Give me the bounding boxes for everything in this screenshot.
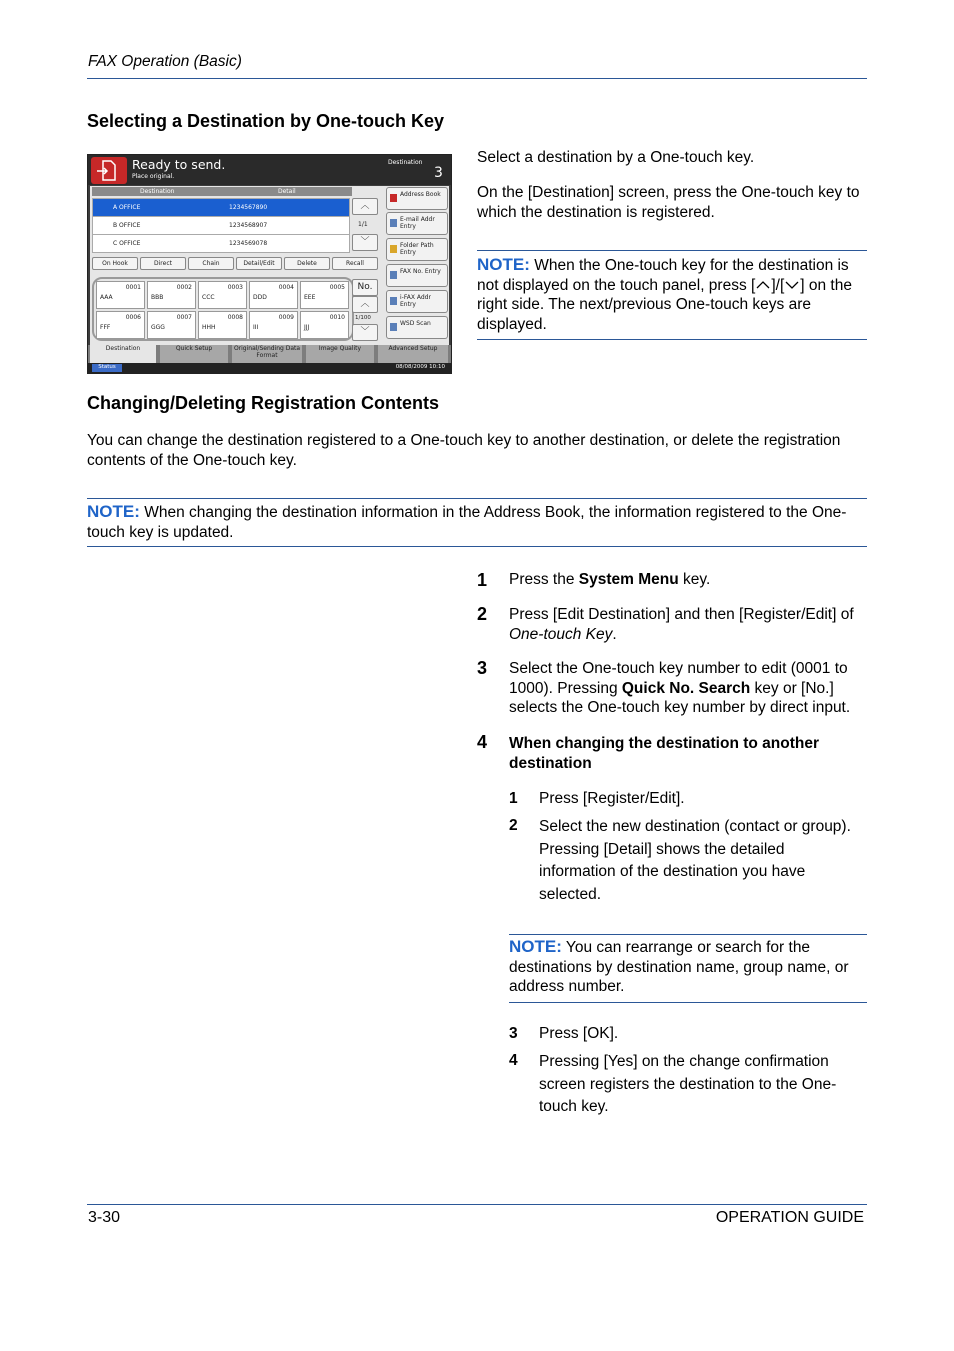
- guide-title: OPERATION GUIDE: [715, 1209, 864, 1226]
- tab-advanced-setup[interactable]: Advanced Setup: [378, 345, 448, 363]
- panel-tabs: [88, 345, 451, 363]
- chain-button[interactable]: Chain: [188, 257, 234, 270]
- panel-table-header: [92, 187, 352, 196]
- panel-destination-label: Destination: [388, 159, 423, 166]
- wsd-icon: [390, 323, 397, 331]
- footer-rule: [87, 1204, 867, 1205]
- running-header: FAX Operation (Basic): [88, 53, 242, 70]
- substep-number: 3: [509, 1025, 518, 1042]
- direct-button[interactable]: Direct: [140, 257, 186, 270]
- note-rule-bottom: [87, 546, 867, 547]
- list-up-button[interactable]: ︿: [352, 198, 378, 215]
- note-block: [509, 937, 867, 997]
- one-touch-key-group: [92, 277, 354, 341]
- panel-destination-count: 3: [434, 165, 443, 181]
- note-rule-top: [509, 934, 867, 935]
- substep-text: Press [OK].: [539, 1025, 619, 1042]
- step-text: Press the System Menu key.: [509, 571, 711, 588]
- note-text: When the One-touch key for the destination is not displayed on the touch panel, press [: [477, 257, 849, 294]
- panel-status-sub: Place original.: [132, 173, 175, 180]
- panel-datetime: 08/08/2009 10:10: [395, 364, 445, 370]
- step-number: 4: [477, 732, 488, 752]
- note-rule-bottom: [509, 1002, 867, 1003]
- keys-up-button[interactable]: ︿: [352, 296, 378, 313]
- panel-status-title: Ready to send.: [132, 157, 226, 172]
- list-page: 1/1: [358, 221, 368, 228]
- on-hook-button[interactable]: On Hook: [92, 257, 138, 270]
- wsd-scan-button[interactable]: WSD Scan: [386, 316, 448, 339]
- note-label: NOTE:: [509, 937, 562, 956]
- recall-button[interactable]: Recall: [332, 257, 378, 270]
- destination-paragraph: On the [Destination] screen, press the One-touch key to which the destination is registered.: [477, 184, 860, 221]
- one-touch-key[interactable]: 0006 FFF: [96, 311, 145, 339]
- panel-row[interactable]: [92, 216, 350, 235]
- step-number: 2: [477, 604, 488, 624]
- step-text: Press [Edit Destination] and then [Register/Edit] of One-touch Key.: [509, 606, 854, 643]
- note-block: [87, 502, 867, 542]
- step-number: 3: [477, 658, 488, 678]
- folder-path-button[interactable]: Folder Path Entry: [386, 238, 448, 261]
- panel-body: [90, 186, 449, 346]
- address-book-icon: [390, 194, 397, 202]
- panel-row[interactable]: [92, 198, 350, 217]
- note-block: [477, 255, 867, 334]
- row-name: C OFFICE: [113, 240, 141, 247]
- note-text: You can rearrange or search for the destinations by destination name, group name, or address number.: [509, 939, 849, 995]
- tab-destination[interactable]: Destination: [90, 345, 156, 363]
- substep-number: 2: [509, 817, 518, 834]
- row-detail: 1234568907: [229, 222, 268, 229]
- section-heading: Selecting a Destination by One-touch Key: [87, 111, 445, 131]
- note-label: NOTE:: [477, 255, 530, 274]
- one-touch-key[interactable]: 0005 EEE: [300, 281, 349, 309]
- note-rule-top: [87, 498, 867, 499]
- one-touch-key[interactable]: 0004 DDD: [249, 281, 298, 309]
- up-arrow-icon: [755, 280, 771, 290]
- tab-original-format[interactable]: Original/Sending Data Format: [232, 345, 302, 363]
- row-detail: 1234569078: [229, 240, 268, 247]
- keys-down-button[interactable]: ﹀: [352, 324, 378, 341]
- panel-footer: [88, 363, 451, 373]
- note-rule-top: [477, 250, 867, 251]
- step-text: Select the One-touch key number to edit (0001 to 1000). Pressing Quick No. Search key or [No.] selects the One-touch key number by direct input.: [509, 660, 851, 716]
- row-detail: 1234567890: [229, 204, 268, 211]
- substep-text: Pressing [Yes] on the change confirmation screen registers the destination to the One-touch key.: [539, 1053, 837, 1115]
- intro-text: Select a destination by a One-touch key.: [477, 149, 755, 166]
- note-label: NOTE:: [87, 502, 140, 521]
- row-name: B OFFICE: [113, 222, 141, 229]
- email-entry-button[interactable]: E-mail Addr Entry: [386, 212, 448, 235]
- list-down-button[interactable]: ﹀: [352, 234, 378, 251]
- panel-status-bar: [88, 155, 451, 185]
- address-book-button[interactable]: Address Book: [386, 187, 448, 210]
- one-touch-key[interactable]: 0009 III: [249, 311, 298, 339]
- note-text: ] on the right side. The next/previous One-touch keys are displayed.: [477, 276, 852, 333]
- email-icon: [390, 219, 397, 227]
- document-send-icon: [91, 157, 127, 184]
- note-separator: ]/[: [771, 276, 785, 294]
- no-button[interactable]: No.: [352, 279, 378, 296]
- row-name: A OFFICE: [113, 204, 141, 211]
- note-rule-bottom: [477, 339, 867, 340]
- col-destination: Destination: [140, 188, 175, 195]
- one-touch-key[interactable]: 0001 AAA: [96, 281, 145, 309]
- substep-text: Select the new destination (contact or group). Pressing [Detail] shows the detailed information of the destination you have selected.: [539, 818, 851, 903]
- key-page: 1/100: [355, 315, 371, 321]
- folder-icon: [390, 245, 397, 253]
- tab-quick-setup[interactable]: Quick Setup: [160, 345, 228, 363]
- tab-image-quality[interactable]: Image Quality: [306, 345, 374, 363]
- change-paragraph: You can change the destination registered to a One-touch key to another destination, or delete the registration contents of the One-touch key.: [87, 432, 841, 469]
- step-text: When changing the destination to another destination: [509, 735, 819, 772]
- ifax-icon: [390, 297, 397, 305]
- section-heading: Changing/Deleting Registration Contents: [87, 393, 440, 413]
- one-touch-key[interactable]: 0003 CCC: [198, 281, 247, 309]
- ifax-entry-button[interactable]: i-FAX Addr Entry: [386, 290, 448, 313]
- one-touch-key[interactable]: 0008 HHH: [198, 311, 247, 339]
- one-touch-key[interactable]: 0007 GGG: [147, 311, 196, 339]
- step-number: 1: [477, 570, 488, 590]
- status-button[interactable]: Status: [92, 364, 122, 372]
- substep-number: 4: [509, 1052, 518, 1069]
- one-touch-key[interactable]: 0002 BBB: [147, 281, 196, 309]
- page-number: 3-30: [88, 1209, 121, 1226]
- detail-edit-button[interactable]: Detail/Edit: [236, 257, 282, 270]
- touch-panel-screenshot: [87, 154, 452, 374]
- fax-icon: [390, 271, 397, 279]
- down-arrow-icon: [784, 280, 800, 290]
- substep-number: 1: [509, 790, 518, 807]
- substep-text: Press [Register/Edit].: [539, 790, 685, 807]
- one-touch-key[interactable]: 0010 JJJ: [300, 311, 349, 339]
- fax-entry-button[interactable]: FAX No. Entry: [386, 264, 448, 287]
- header-rule: [87, 78, 867, 79]
- delete-button[interactable]: Delete: [284, 257, 330, 270]
- note-text: When changing the destination information in the Address Book, the information registered to the One-touch key is updated.: [87, 504, 847, 541]
- col-detail: Detail: [278, 188, 296, 195]
- panel-row[interactable]: [92, 234, 350, 253]
